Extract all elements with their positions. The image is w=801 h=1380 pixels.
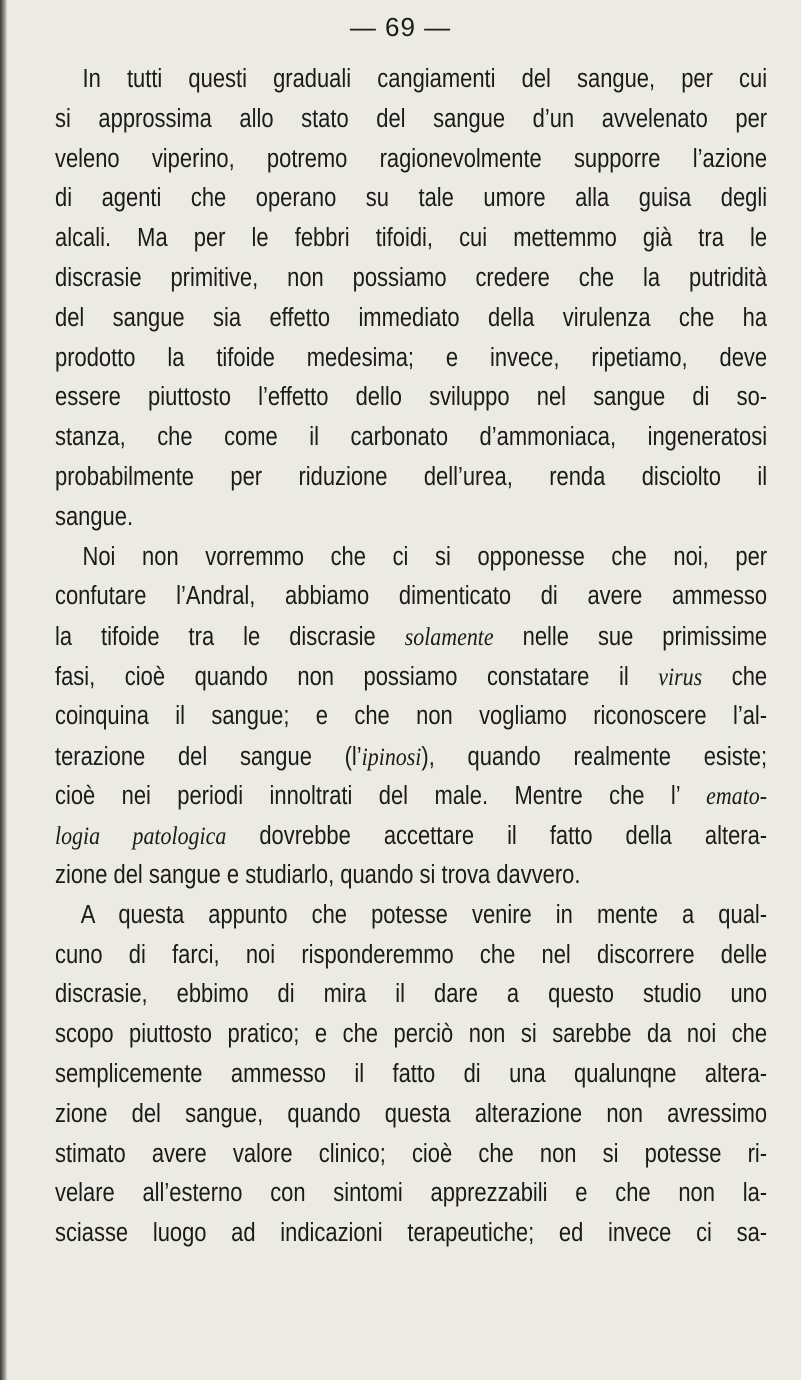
text-run: fasi, cioè quando non possiamo constatare il xyxy=(55,662,659,691)
text-run: nelle sue primissime xyxy=(493,623,768,652)
text-line: In tutti questi graduali cangiamenti del sangue, per cui xyxy=(82,65,768,93)
text-line: semplicemente ammesso il fatto di una qualunqne altera- xyxy=(55,1059,768,1088)
text-line: discrasie primitive, non possiamo credere che la putridità xyxy=(55,263,768,292)
italic-run: logia patologica xyxy=(55,821,227,851)
text-line: zione del sangue e studiarlo, quando si trova davvero. xyxy=(55,860,581,889)
text-run: cioè nei periodi innoltrati del male. Mentre che l’ xyxy=(55,782,707,811)
italic-run: solamente xyxy=(404,622,494,652)
text-line: velare all’esterno con sintomi apprezzabili e che non la- xyxy=(55,1179,768,1208)
text-run: la tifoide tra le discrasie xyxy=(55,623,405,652)
text-line xyxy=(55,816,767,856)
text-line: cuno di farci, noi risponderemmo che nel discorrere delle xyxy=(55,940,768,969)
text-line: scopo piuttosto pratico; e che perciò non si sarebbe da noi che xyxy=(55,1020,768,1049)
text-line xyxy=(55,737,767,777)
text-line: veleno viperino, potremo ragionevolmente supporre l’azione xyxy=(55,144,768,173)
text-line xyxy=(55,617,767,657)
text-line: probabilmente per riduzione dell’urea, renda disciolto il xyxy=(55,462,768,491)
text-line: prodotto la tifoide medesima; e invece, ripetiamo, deve xyxy=(55,343,768,372)
page-binding-edge xyxy=(0,0,7,1380)
text-line: si approssima allo stato del sangue d’un avvelenato per xyxy=(55,104,768,133)
text-line: confutare l’Andral, abbiamo dimenticato di avere ammesso xyxy=(55,582,768,611)
text-line: discrasie, ebbimo di mira il dare a questo studio uno xyxy=(55,980,768,1009)
italic-run: ipinosi xyxy=(361,741,422,771)
text-run: terazione del sangue (l’ xyxy=(55,742,362,771)
text-line: stanza, che come il carbonato d’ammoniaca, ingeneratosi xyxy=(55,423,768,452)
text-line: stimato avere valore clinico; cioè che non si potesse ri- xyxy=(55,1139,768,1168)
text-run: che xyxy=(702,662,768,691)
text-line: sciasse luogo ad indicazioni terapeutiche; ed invece ci sa- xyxy=(55,1219,768,1248)
text-line: coinquina il sangue; e che non vogliamo riconoscere l’al- xyxy=(55,701,768,730)
text-line: A questa appunto che potesse venire in mente a qual- xyxy=(80,900,768,929)
text-line xyxy=(55,657,767,697)
italic-run: virus xyxy=(658,661,703,691)
text-line: di agenti che operano su tale umore alla guisa degli xyxy=(55,184,768,213)
text-line: Noi non vorremmo che ci si opponesse che noi, per xyxy=(82,542,768,571)
italic-run: emato- xyxy=(706,781,768,811)
text-run: dovrebbe accettare il fatto della altera- xyxy=(226,822,768,851)
text-line: zione del sangue, quando questa alterazione non avressimo xyxy=(55,1099,768,1128)
text-line xyxy=(55,776,767,816)
page-number: — 69 — xyxy=(349,12,452,42)
text-line: sangue. xyxy=(55,502,134,531)
body-text xyxy=(55,60,767,1254)
text-line: essere piuttosto l’effetto dello sviluppo nel sangue di so- xyxy=(55,383,768,412)
text-line: del sangue sia effetto immediato della virulenza che ha xyxy=(55,303,768,332)
text-run: ), quando realmente esiste; xyxy=(421,742,768,771)
text-line: alcali. Ma per le febbri tifoidi, cui mettemmo già tra le xyxy=(55,224,768,253)
